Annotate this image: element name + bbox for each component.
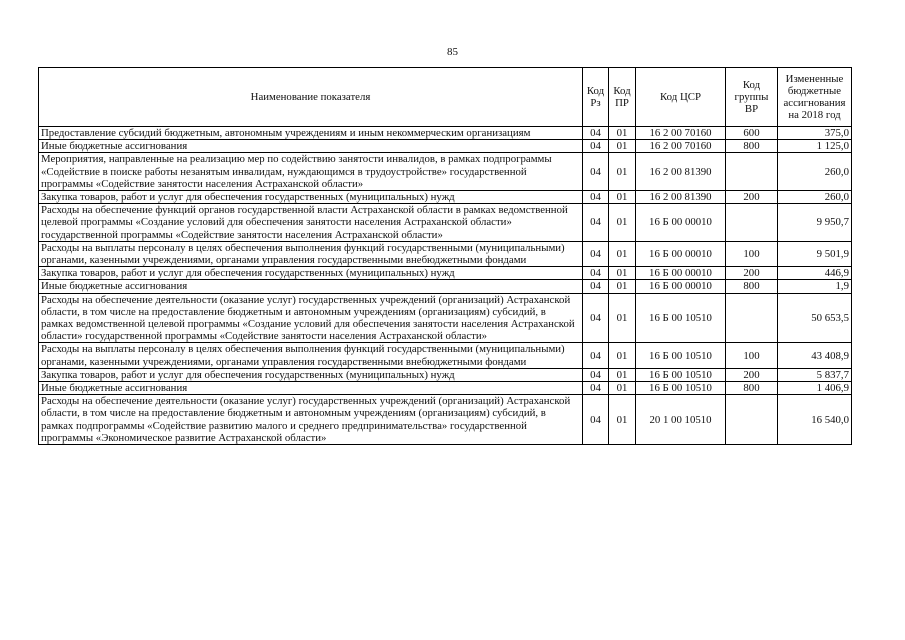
row-vr: 100	[726, 241, 778, 266]
row-csr: 16 2 00 70160	[636, 140, 726, 153]
row-rz: 04	[583, 191, 609, 204]
column-header-vr: Код группы ВР	[726, 68, 778, 127]
row-pr: 01	[609, 343, 636, 368]
row-amount: 375,0	[778, 127, 852, 140]
row-amount: 260,0	[778, 191, 852, 204]
row-vr: 600	[726, 127, 778, 140]
row-vr: 200	[726, 191, 778, 204]
table-row	[39, 267, 852, 280]
row-amount: 446,9	[778, 267, 852, 280]
row-rz: 04	[583, 267, 609, 280]
row-name: Закупка товаров, работ и услуг для обеспечения государственных (муниципальных) нужд	[39, 267, 583, 280]
row-rz: 04	[583, 280, 609, 293]
row-rz: 04	[583, 153, 609, 191]
row-csr: 16 Б 00 10510	[636, 343, 726, 368]
table-row	[39, 280, 852, 293]
row-csr: 16 2 00 70160	[636, 127, 726, 140]
row-amount: 50 653,5	[778, 293, 852, 343]
row-vr: 100	[726, 343, 778, 368]
budget-table	[38, 67, 852, 445]
row-amount: 16 540,0	[778, 395, 852, 445]
row-vr	[726, 204, 778, 242]
row-vr: 800	[726, 280, 778, 293]
row-vr: 800	[726, 140, 778, 153]
row-rz: 04	[583, 368, 609, 381]
row-amount: 1 406,9	[778, 382, 852, 395]
row-pr: 01	[609, 140, 636, 153]
row-name: Иные бюджетные ассигнования	[39, 140, 583, 153]
table-row	[39, 368, 852, 381]
row-csr: 16 Б 00 00010	[636, 267, 726, 280]
row-csr: 16 2 00 81390	[636, 153, 726, 191]
row-amount: 9 501,9	[778, 241, 852, 266]
row-name: Закупка товаров, работ и услуг для обеспечения государственных (муниципальных) нужд	[39, 191, 583, 204]
row-rz: 04	[583, 127, 609, 140]
row-csr: 16 Б 00 00010	[636, 204, 726, 242]
row-pr: 01	[609, 293, 636, 343]
row-name: Иные бюджетные ассигнования	[39, 382, 583, 395]
table-row	[39, 127, 852, 140]
row-csr: 16 Б 00 10510	[636, 368, 726, 381]
row-vr: 800	[726, 382, 778, 395]
row-name: Расходы на обеспечение деятельности (оказание услуг) государственных учреждений (организаций) Астраханской области, в том числе на предоставление бюджетным и автономным учреждениям (организациям) субсидий, в рамках ведомственной целевой программы «Создание условий для обеспечения занятости населения Астраханской области» государственной программы «Содействие занятости населения Астраханской области»	[39, 293, 583, 343]
row-amount: 43 408,9	[778, 343, 852, 368]
table-row	[39, 241, 852, 266]
row-name: Предоставление субсидий бюджетным, автономным учреждениям и иным некоммерческим организациям	[39, 127, 583, 140]
row-rz: 04	[583, 241, 609, 266]
row-csr: 16 Б 00 10510	[636, 293, 726, 343]
row-rz: 04	[583, 395, 609, 445]
row-name: Иные бюджетные ассигнования	[39, 280, 583, 293]
row-amount: 1,9	[778, 280, 852, 293]
row-csr: 16 Б 00 00010	[636, 280, 726, 293]
row-pr: 01	[609, 241, 636, 266]
row-vr: 200	[726, 267, 778, 280]
table-row	[39, 343, 852, 368]
row-vr	[726, 153, 778, 191]
column-header-csr: Код ЦСР	[636, 68, 726, 127]
page-number: 85	[447, 46, 458, 58]
row-pr: 01	[609, 267, 636, 280]
row-amount: 260,0	[778, 153, 852, 191]
row-pr: 01	[609, 280, 636, 293]
table-header-row	[39, 68, 852, 127]
table-row	[39, 140, 852, 153]
column-header-pr: Код ПР	[609, 68, 636, 127]
row-pr: 01	[609, 153, 636, 191]
row-name: Расходы на обеспечение функций органов государственной власти Астраханской области в рамках ведомственной целевой программы «Создание условий для обеспечения занятости населения Астраханской области» государственной программы «Содействие занятости населения Астраханской области»	[39, 204, 583, 242]
column-header-name: Наименование показателя	[39, 68, 583, 127]
row-vr: 200	[726, 368, 778, 381]
row-vr	[726, 395, 778, 445]
row-vr	[726, 293, 778, 343]
row-name: Расходы на обеспечение деятельности (оказание услуг) государственных учреждений (организаций) Астраханской области, в том числе на предоставление бюджетным и автономным учреждениям (организациям) субсидий, в рамках подпрограммы «Содействие развитию малого и среднего предпринимательства» государственной программы «Экономическое развитие Астраханской области»	[39, 395, 583, 445]
table-row	[39, 382, 852, 395]
row-pr: 01	[609, 127, 636, 140]
row-pr: 01	[609, 191, 636, 204]
row-rz: 04	[583, 293, 609, 343]
table-row	[39, 204, 852, 242]
row-csr: 16 2 00 81390	[636, 191, 726, 204]
row-name: Мероприятия, направленные на реализацию мер по содействию занятости инвалидов, в рамках подпрограммы «Содействие в поиске работы незанятым инвалидам, нуждающимся в трудоустройстве» государственной программы «Содействие занятости населения Астраханской области»	[39, 153, 583, 191]
row-pr: 01	[609, 368, 636, 381]
row-rz: 04	[583, 204, 609, 242]
table-row	[39, 293, 852, 343]
row-pr: 01	[609, 395, 636, 445]
row-pr: 01	[609, 382, 636, 395]
column-header-amount: Измененные бюджетные ассигнования на 2018 год	[778, 68, 852, 127]
row-name: Расходы на выплаты персоналу в целях обеспечения выполнения функций государственными (муниципальными) органами, казенными учреждениями, органами управления государственными внебюджетными фондами	[39, 343, 583, 368]
table-row	[39, 153, 852, 191]
row-amount: 1 125,0	[778, 140, 852, 153]
row-name: Закупка товаров, работ и услуг для обеспечения государственных (муниципальных) нужд	[39, 368, 583, 381]
row-rz: 04	[583, 382, 609, 395]
table-row	[39, 191, 852, 204]
row-rz: 04	[583, 140, 609, 153]
row-amount: 5 837,7	[778, 368, 852, 381]
row-amount: 9 950,7	[778, 204, 852, 242]
row-name: Расходы на выплаты персоналу в целях обеспечения выполнения функций государственными (муниципальными) органами, казенными учреждениями, органами управления государственными внебюджетными фондами	[39, 241, 583, 266]
row-csr: 16 Б 00 10510	[636, 382, 726, 395]
row-rz: 04	[583, 343, 609, 368]
row-csr: 20 1 00 10510	[636, 395, 726, 445]
column-header-rz: Код Рз	[583, 68, 609, 127]
table-row	[39, 395, 852, 445]
row-pr: 01	[609, 204, 636, 242]
row-csr: 16 Б 00 00010	[636, 241, 726, 266]
